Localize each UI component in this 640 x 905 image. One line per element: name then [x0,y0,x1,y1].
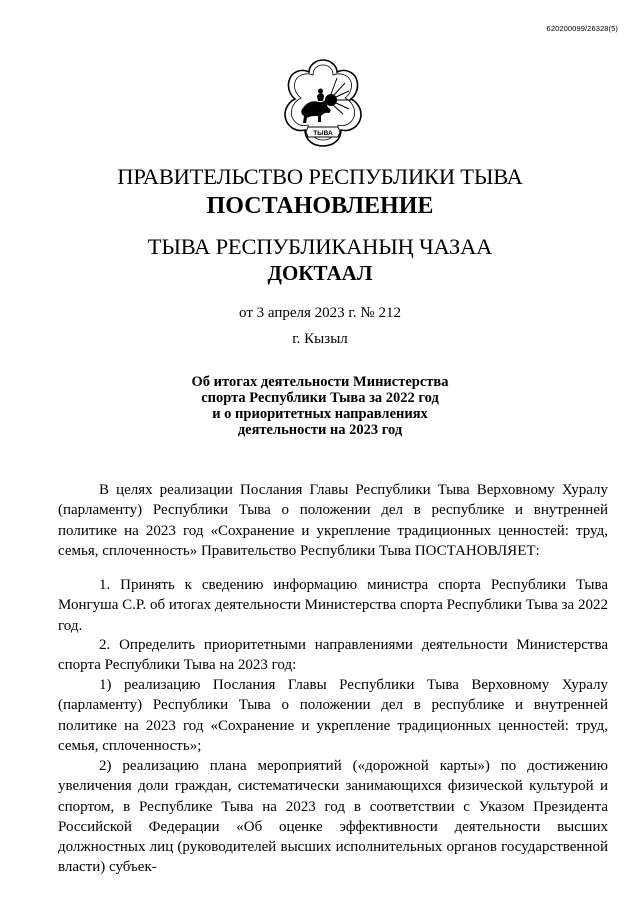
subject-line: спорта Республики Тыва за 2022 год [201,390,439,406]
city: г. Кызыл [292,331,348,347]
government-title-ru: ПРАВИТЕЛЬСТВО РЕСПУБЛИКИ ТЫВА [117,164,523,189]
tuva-coat-of-arms-icon [279,56,367,150]
document-number: 620200099/26328(5) [546,24,618,33]
document-type-tyv: ДОКТААЛ [267,261,373,285]
subject-line: Об итогах деятельности Министерства [191,374,449,390]
emblem-ribbon-text: ТЫВА [313,130,333,137]
government-title-tyv: ТЫВА РЕСПУБЛИКАНЫҢ ЧАЗАА [147,234,493,259]
clause-1-paragraph: 1. Принять к сведению информацию министра спорта Республики Тыва Монгуша С.Р. об итогах деятельности Министерства спорта Республики Тыва за 2022 год. [58,577,608,634]
date-and-number: от 3 апреля 2023 г. № 212 [239,305,401,321]
subject-line: и о приоритетных направлениях [212,406,428,422]
document-type-ru: ПОСТАНОВЛЕНИЕ [206,193,434,219]
subject-line: деятельности на 2023 год [237,422,403,438]
preamble-paragraph: В целях реализации Послания Главы Республики Тыва Верховному Хуралу (парламенту) Республики Тыва о положении дел в республике и внутренней политике на 2023 год «Сохранение и укрепление традиционных ценностей: труд, семья, сплоченность» Правительство Республики Тыва ПОСТАНОВЛЯЕТ: [58,482,608,559]
subclause-2-paragraph: 2) реализацию плана мероприятий («дорожной карты») по достижению увеличения доли граждан, систематически занимающихся физической культурой и спортом, в Республике Тыва на 2023 год в соответствии с Указом Президента Российской Федерации «Об оценке эффективности деятельности высших должностных лиц (руководителей высших исполнительных органов государственной власти) субъек- [58,758,608,876]
subclause-1-paragraph: 1) реализацию Послания Главы Республики Тыва Верховному Хуралу (парламенту) Республики Тыва о положении дел в республике и внутренней политике на 2023 год «Сохранение и укрепление традиционных ценностей: труд, семья, сплоченность»; [58,677,608,754]
document-subject [0,374,640,438]
clause-2-paragraph: 2. Определить приоритетными направлениями деятельности Министерства спорта Республики Тыва на 2023 год: [58,637,608,674]
